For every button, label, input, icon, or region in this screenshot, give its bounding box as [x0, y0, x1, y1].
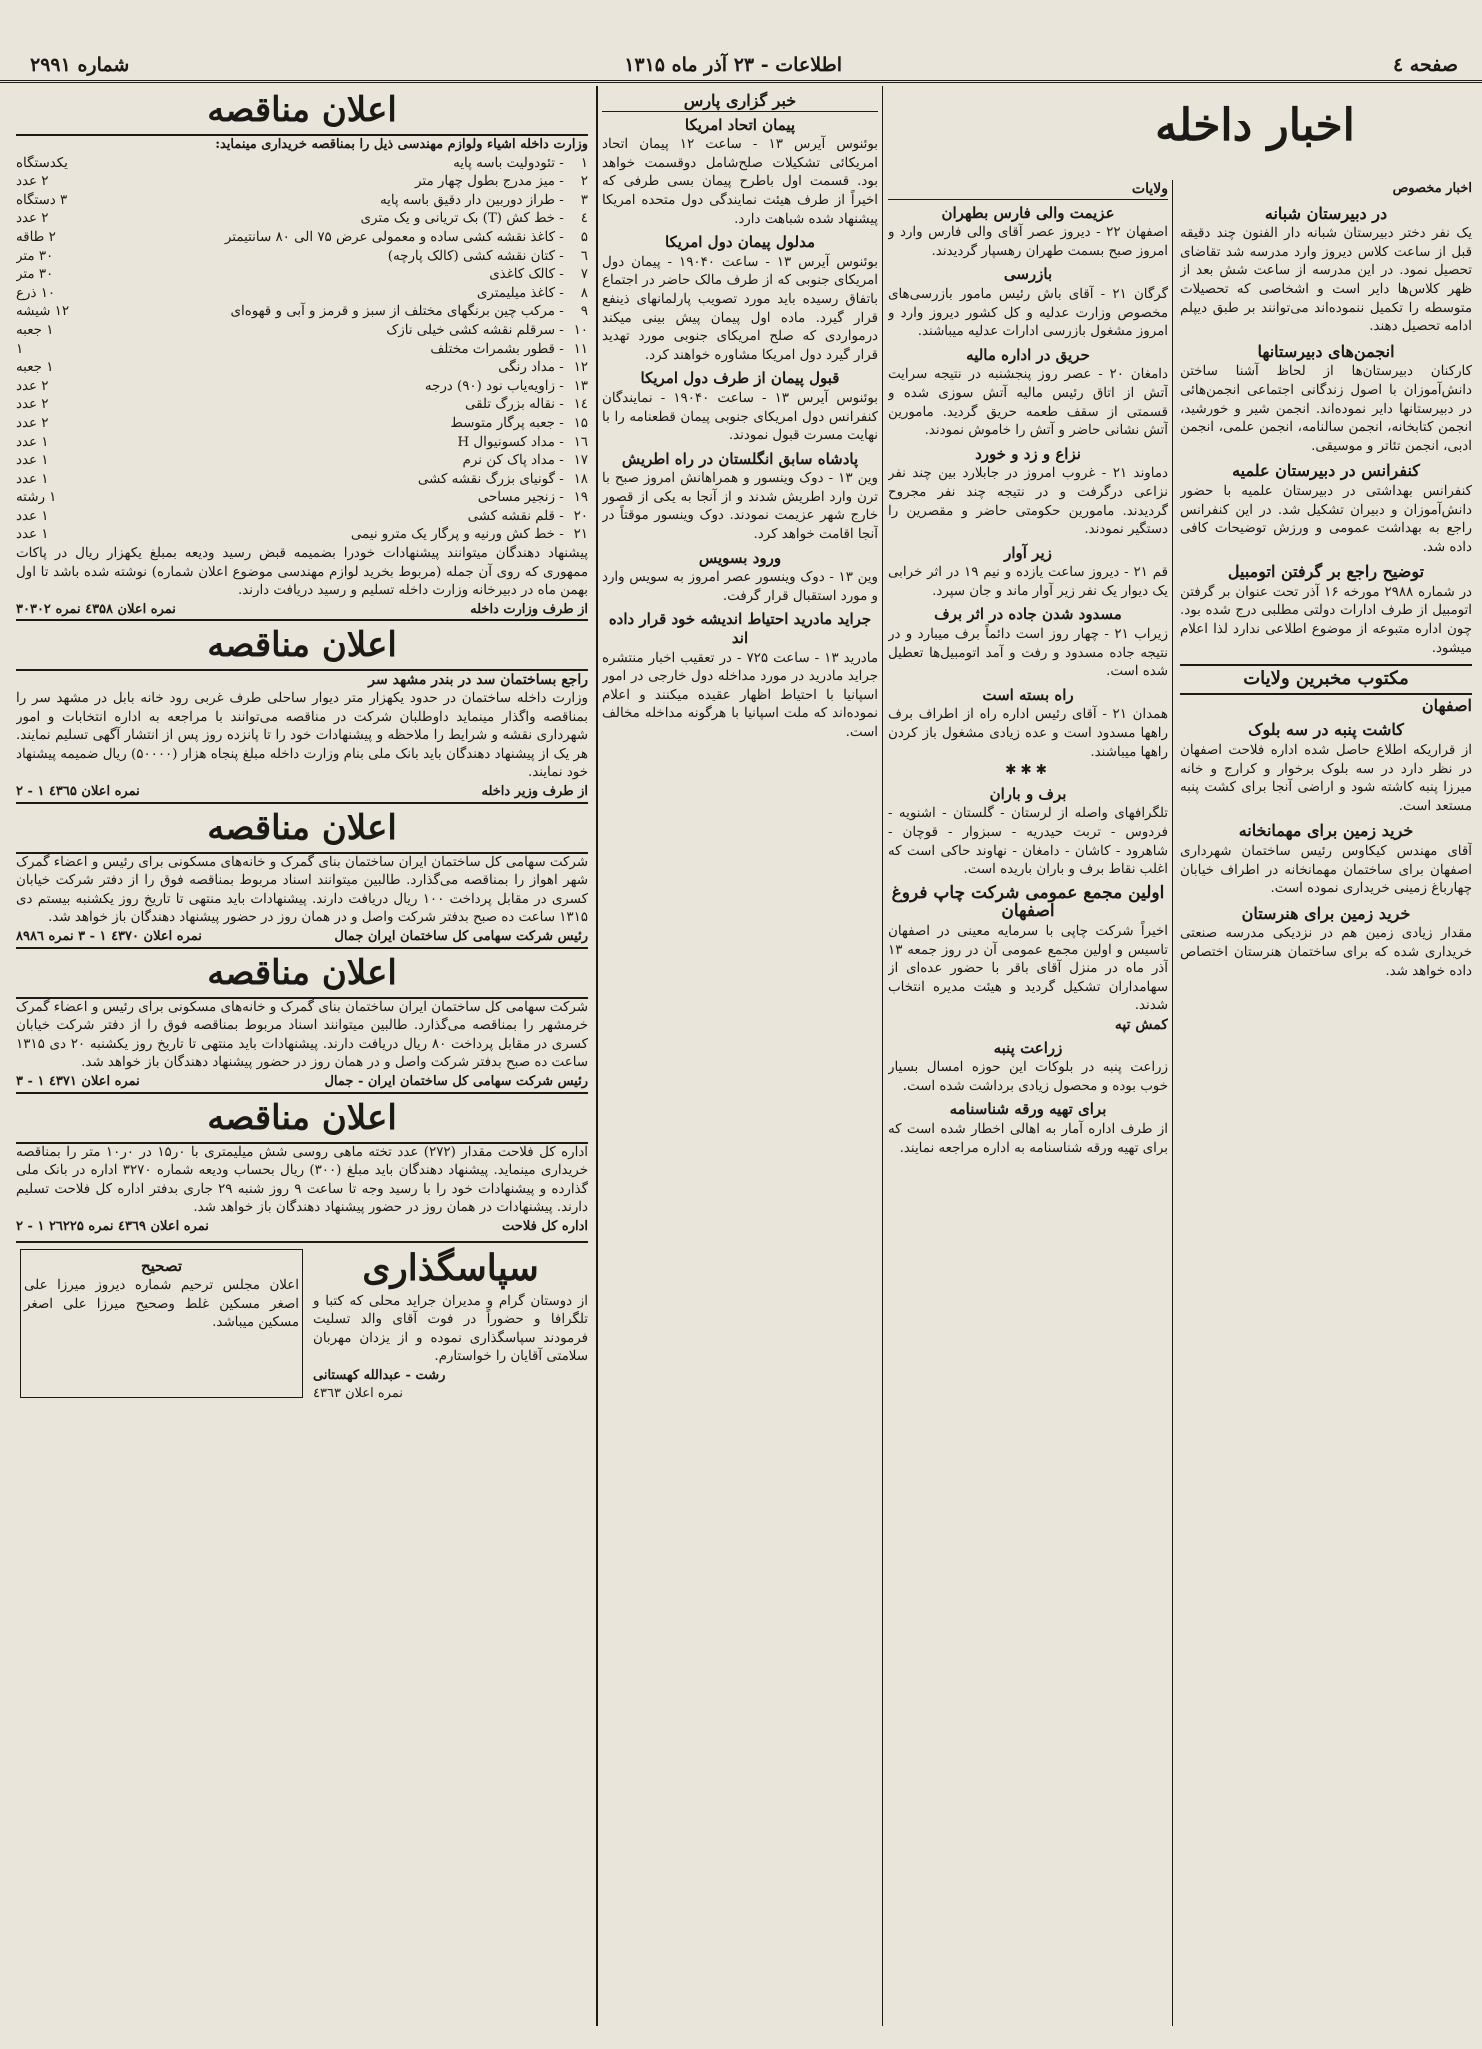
article-title: پیمان اتحاد امریکا — [684, 115, 796, 134]
article-title: خرید زمین برای مهمانخانه — [1238, 821, 1414, 841]
ad-item-row — [16, 266, 588, 285]
ad-item-qty: ۱ عدد — [16, 434, 49, 450]
article-title: زراعت پنبه — [993, 1038, 1063, 1057]
ad-item-number: ۱۰ — [573, 322, 588, 338]
correction-notice — [20, 1249, 303, 1399]
ad-item-number: ۱۱ — [573, 341, 588, 357]
ad-footer — [16, 928, 588, 947]
ad-item-qty: ۱۰ ذرع — [16, 285, 56, 301]
ad-item-row — [16, 322, 588, 341]
ad-item-row — [16, 210, 588, 229]
page-number: صفحه ٤ — [1392, 54, 1458, 76]
ad-item-qty: ۱ عدد — [16, 471, 49, 487]
ad-item-row — [16, 471, 588, 490]
ad-title: اعلان مناقصه — [16, 802, 588, 854]
ad-item-row — [16, 285, 588, 304]
ad-items-list — [16, 155, 588, 545]
footer-label: کمش تپه — [1114, 1016, 1168, 1033]
article-body: مادرید ۱۳ - ساعت ۷۲۵ - در تعقیب اخبار منتشره جراید مادرید در مورد مداخله دول خارجی در امور اسپانیا با احتیاط اظهار عقیده میکنند و اعلام نموده‌اند که ملت اسپانیا با هرگونه مداخله مخالف است. — [602, 650, 878, 740]
ad-item-qty: یکدستگاه — [16, 155, 68, 171]
ad-item-number: ۱٤ — [573, 397, 588, 413]
ad-item-name: کاغذ میلیمتری — [476, 285, 555, 301]
ad-item-text: ۸ - کاغذ میلیمتری — [477, 285, 588, 304]
ad-item-name: کالک کاغذی — [489, 267, 555, 283]
ad-item-number: ۱۵ — [573, 415, 588, 431]
article-title: مسدود شدن جاده در اثر برف — [934, 605, 1122, 624]
ad-item-name: تئودولیت باسه پایه — [453, 155, 555, 171]
ad-signature: از طرف وزیر داخله — [481, 784, 588, 799]
article-title: برف و باران — [989, 784, 1067, 803]
ad-item-number: ۸ — [580, 285, 588, 301]
section-heading: خبر گزاری پارس — [602, 92, 878, 112]
ad-signature: رئیس شرکت سهامی کل ساختمان ایران - جمال — [324, 1073, 588, 1089]
article-body: اخیراً شرکت چاپی با سرمایه معینی در اصفهان تاسیس و اولین مجمع عمومی آن در روز جمعه ۱۳ آذر ماه در منزل آقای باقر با حضور عده‌ای از سهامداران تشکیل گردید و هیئت مدیره انتخاب شدند. — [888, 923, 1168, 1014]
thanks-title: سپاسگذاری — [362, 1246, 539, 1289]
ad-item-text: ۵ - کاغذ نقشه کشی ساده و معمولی عرض ۷۵ الی ۸۰ سانتیمتر — [225, 229, 588, 248]
ad-item-qty: ۲ عدد — [16, 174, 49, 190]
article-body: بوئنوس آیرس ۱۳ - ساعت ۱۹۰۴۰ - پیمان دول امریکای جنوبی که از طرف مالک حاضر در اجتماع باتفاق رسیده باید مورد تصویب پارلمانهای ذینفع قرار گیرد. ماده اول پیمان پیش بینی میکند درمواردی که صلح امریکای جنوبی مورد تهدید قرار گیرد دول امریکا مشاوره خواهند کرد. — [602, 254, 878, 363]
ad-item-row — [16, 434, 588, 453]
article-title: کنفرانس در دبیرستان علمیه — [1232, 461, 1420, 481]
special-label: اخبار مخصوص — [1392, 181, 1472, 196]
ad-item-name: کاغذ نقشه کشی ساده و معمولی عرض ۷۵ الی ۸۰ سانتیمتر — [224, 229, 555, 245]
ad-item-name: جعبه پرگار متوسط — [450, 415, 555, 431]
ad-footer — [16, 601, 588, 620]
correction-body: اعلان مجلس ترحیم شماره دیروز میرزا علی اصغر مسکین غلط وصحیح میرزا علی اصغر مسکین میباشد. — [24, 1278, 299, 1331]
ad-signature: اداره کل فلاحت — [502, 1218, 588, 1234]
ad-item-qty: ۳۰ متر — [16, 267, 54, 283]
article-title: ورود بسویس — [698, 548, 782, 567]
ad-item-row — [16, 229, 588, 248]
ad-item-qty: ۲ عدد — [16, 397, 49, 413]
article-body: گرگان ۲۱ - آقای باش رئیس مامور بازرسی‌های مخصوص وزارت عدلیه و کل کشور دیروز وارد و امروز مشغول بازرسی ادارات عدلیه میباشند. — [888, 286, 1168, 340]
article-body: تلگرافهای واصله از لرستان - گلستان - اشنویه - فردوس - تربت حیدریه - سبزوار - قوچان - شاهرود - کاشان - دامغان - نهاوند حاکی است که اغلب نقاط برف و باران باریده است. — [888, 806, 1168, 878]
ad-signature: رئیس شرکت سهامی کل ساختمان ایران جمال — [334, 928, 588, 944]
ad-item-text: ۱۷ - مداد پاک کن نرم — [463, 452, 588, 471]
article-body: اصفهان ۲۲ - دیروز عصر آقای والی فارس وارد و امروز صبح بسمت طهران رهسپار گردیدند. — [888, 225, 1168, 259]
thanks-number: نمره اعلان ٤۳٦۳ — [313, 1386, 403, 1402]
ad-title: اعلان مناقصه — [16, 1092, 588, 1144]
correction-title: تصحیح — [140, 1256, 183, 1275]
ad-item-number: ۲۱ — [573, 527, 588, 543]
article-body: بوئنوس آیرس ۱۳ - ساعت ۱۲ پیمان اتحاد امریکائی تشکیلات صلح‌شامل دوقسمت خواهد بود. قسمت اول باطرح پیمان بسی طرفی که اخیراً از طرف هیئت نمایندگی دول متحده امریکا پیشنهاد شده شباهت دارد. — [602, 137, 878, 227]
article-body: قم ۲۱ - دیروز ساعت یازده و نیم ۱۹ در اثر خرابی یک دیوار یک نفر زیر آوار ماند و جان سپرد. — [888, 565, 1168, 599]
ad-item-number: ۱۳ — [573, 378, 588, 394]
domestic-news-column — [1180, 180, 1472, 2026]
ad-item-qty: ۱ عدد — [16, 508, 49, 524]
ad-item-qty: ۳۰ متر — [16, 248, 54, 264]
ad-item-row — [16, 508, 588, 527]
ad-item-row — [16, 155, 588, 174]
ad-body: شرکت سهامی کل ساختمان ایران ساختمان بنای گمرک و خانه‌های مسکونی برای رئیس و اعضاء گمرک خرمشهر را بمناقصه می‌گذارد. طالبین میتوانند اسناد مربوط بمناقصه فوق را از دفتر شرکت خیابان کسری در مقابل پرداخت ۸۰ ریال دریافت دارند. پیشنهادات باید منتهی تا تاریخ روز یکشنبه ۲۰ دی ۱۳۱۵ ساعت ده صبح بدفتر شرکت واصل و در همان روز در حضور پیشنهاد دهندگان باز خواهد شد. — [16, 999, 588, 1071]
article-body: در شماره ۲۹۸۸ مورخه ۱۶ آذر تحت عنوان بر گرفتن اتومبیل از طرف ادارات دولتی مطلبی درج شده بود. چون اداره متبوعه از موضوع اطلاعی ندارد لذا اعلام میشود. — [1180, 584, 1472, 656]
article-title: برای تهیه ورقه شناسنامه — [949, 1100, 1107, 1119]
ad-item-text: ۱۸ - گونیای بزرگ نقشه کشی — [418, 471, 588, 490]
article-body: کنفرانس بهداشتی در دبیرستان علمیه با حضور دانش‌آموزان و دبیران تشکیل شد. در این کنفرانس راجع به بهداشت عمومی و ورزش توضیحات کافی داده شد. — [1180, 483, 1472, 555]
ad-footer — [16, 1218, 588, 1237]
ads-column — [16, 86, 588, 2026]
ad-item-text: ۱۵ - جعبه پرگار متوسط — [450, 415, 588, 434]
ad-subtitle: راجع بساختمان سد در بندر مشهد سر — [368, 672, 588, 689]
ad-item-name: زاویه‌یاب نود (۹۰) درجه — [424, 378, 555, 394]
ad-item-number: ۵ — [580, 229, 588, 245]
ad-item-qty: ۱ جعبه — [16, 360, 54, 376]
ad-item-row — [16, 526, 588, 545]
ad-item-row — [16, 303, 588, 322]
article-body: همدان ۲۱ - آقای رئیس اداره راه از اطراف برف راهها مسدود است و عده زیادی مشغول باز کردن راهها میباشند. — [888, 707, 1168, 760]
ad-body: وزارت داخله ساختمان در حدود یکهزار متر دیوار ساحلی طرف غربی رود خانه بابل در مشهد سر را بمناقصه واگذار مینماید داوطلبان شرکت در مناقصه می‌توانند با مراجعه به اداره انتخابات و امور شهرداری نقشه و شرایط را ملاحظه و پیشنهادات خود را تا پانزده روز پس از انتشار آگهی تسلیم نمایند. هر یک از پیشنهاد دهندگان باید بانک ملی بنام وزارت داخله مبلغ پنجاه هزار (۵۰۰۰۰) ریال ضمیمه پیشنهاد خود نمایند. — [16, 691, 588, 781]
article-body: آقای مهندس کیکاوس رئیس ساختمان شهرداری اصفهان برای ساختمان مهمانخانه در اطراف خیابان چهارباغ زمینی خریداری نموده است. — [1180, 844, 1472, 897]
ad-item-text: ۱ - تئودولیت باسه پایه — [453, 155, 588, 174]
ad-item-name: مداد رنگی — [498, 360, 555, 376]
ad-item-text: ۱۱ - قطور بشمرات مختلف — [430, 341, 588, 360]
ad-item-qty: ۱ جعبه — [16, 322, 54, 338]
ad-item-qty: ۱۲ شیشه — [16, 304, 70, 320]
section-heading: مکتوب مخبرین ولایات — [1180, 664, 1472, 695]
article-body: دماوند ۲۱ - غروب امروز در جابلارد بین چند نفر نزاعی درگرفت و در نتیجه چند نفر مجروح گردیدند. مامورین حکومتی حاضر و مقصرین را دستگیر نمودند. — [888, 466, 1168, 538]
ad-item-row — [16, 378, 588, 397]
ad-body: شرکت سهامی کل ساختمان ایران ساختمان بنای گمرک و خانه‌های مسکونی برای رئیس و اعضاء گمرک شهر اهواز را بمناقصه می‌گذارد. طالبین میتوانند اسناد مربوط بمناقصه فوق را از دفتر شرکت خیابان کسری در مقابل پرداخت ۱۰۰ ریال دریافت دارند. پیشنهادات باید منتهی تا تاریخ روز یکشنبه بیستم دی ۱۳۱۵ ساعت ده صبح بدفتر شرکت واصل و در همان روز در حضور پیشنهاد دهندگان باز خواهد شد. — [16, 854, 588, 926]
article-title: حریق در اداره مالیه — [966, 345, 1090, 364]
ad-item-text: ۱٦ - مداد کسونیوال H — [457, 434, 588, 453]
article-title: جراید مادرید احتیاط اندیشه خود قرار داده اند — [608, 610, 872, 648]
ad-title: اعلان مناقصه — [16, 947, 588, 999]
ad-item-name: سرقلم نقشه کشی خیلی نازک — [386, 322, 555, 338]
ad-item-row — [16, 173, 588, 192]
ad-item-qty: ۲ عدد — [16, 211, 49, 227]
ad-item-number: ۷ — [580, 267, 588, 283]
article-title: بازرسی — [1003, 265, 1053, 284]
ad-item-name: خط کش ورنیه و پرگار یک مترو نیمی — [350, 527, 555, 543]
thanks-signature: رشت - عبدالله کهستانی — [313, 1367, 446, 1383]
ad-item-number: ۲ — [580, 174, 588, 190]
ad-item-name: نقاله بزرگ تلقی — [464, 397, 555, 413]
article-body: وین ۱۳ - دوک وینسور عصر امروز به سویس وارد و مورد استقبال قرار گرفت. — [602, 570, 878, 604]
ad-signature: از طرف وزارت داخله — [470, 601, 588, 617]
ad-item-number: ٦ — [580, 248, 588, 264]
ad-item-number: ۱۹ — [573, 490, 588, 506]
ad-item-number: ۱۸ — [573, 471, 588, 487]
ad-number: نمره اعلان ٤۳۷۱ ۱ - ۳ — [16, 1073, 140, 1089]
ad-item-name: قطور بشمرات مختلف — [430, 341, 555, 357]
ad-footer — [16, 1073, 588, 1092]
ad-item-row — [16, 396, 588, 415]
ad-title: اعلان مناقصه — [16, 86, 588, 136]
ad-item-qty: ۲ طاقه — [16, 229, 56, 245]
page-header — [0, 50, 1482, 83]
ad-item-text: ۲۱ - خط کش ورنیه و پرگار یک مترو نیمی — [351, 526, 588, 545]
ad-intro: وزارت داخله اشیاء ولوازم مهندسی ذیل را بمناقصه خریداری مینماید: — [215, 137, 588, 152]
city-heading: اصفهان — [1421, 695, 1472, 715]
world-news-column — [602, 86, 878, 2026]
ad-item-name: مداد پاک کن نرم — [462, 453, 555, 469]
article-body: مقدار زیادی زمین هم در نزدیکی مدرسه صنعتی خریداری شده که برای ساختمان هنرستان اختصاص داده خواهد شد. — [1180, 926, 1472, 979]
column-rule — [882, 86, 883, 2026]
ad-number: نمره اعلان ٤۳٦۹ نمره ۲٦۲۲۵ ۱ - ۲ — [16, 1218, 209, 1234]
ad-item-name: مرکب چین برنگهای مختلف از سبز و قرمز و آبی و قهوه‌ای — [230, 304, 555, 320]
article-title: عزیمت والی فارس بطهران — [941, 203, 1115, 222]
article-body: دامغان ۲۰ - عصر روز پنجشنبه در نتیجه سرایت آتش از اتاق رئیس مالیه آتش سوزی شده و قسمتی از سقف طعمه حریق گردید. مامورین آتش نشانی حاضر و آتش را خاموش نمودند. — [888, 367, 1168, 439]
article-body: کارکنان دبیرستان‌ها از لحاظ آشنا ساختن دانش‌آموزان با اصول زندگانی اجتماعی انجمن‌هائی در دبیرستانها دایر نموده‌اند. انجمن شیر و خورشید، انجمن کتابخانه، انجمن سالنامه، انجمن علمی، انجمن ادبی، انجمن تئاتر و موسیقی. — [1180, 364, 1472, 454]
ad-item-qty: ۱ عدد — [16, 453, 49, 469]
issue-number: شماره ۲۹۹۱ — [30, 54, 130, 76]
column-rule — [596, 86, 598, 2026]
ad-item-row — [16, 192, 588, 211]
provinces-label: ولایات — [888, 180, 1168, 200]
article-title: پادشاه سابق انگلستان در راه اطریش — [621, 449, 859, 468]
bottom-notices — [16, 1241, 588, 1405]
masthead-domestic: اخبار داخله — [1155, 100, 1355, 151]
star-divider: ✱✱✱ — [1005, 763, 1051, 779]
ad-item-name: طراز دوربین دار دقیق باسه پایه — [379, 192, 555, 208]
article-body: یک نفر دختر دبیرستان شبانه دار الفنون چند دقیقه قبل از ساعت کلاس دیروز وارد مدرسه شد تقاضای تحصیل نمود. در این مدرسه از ساعت شش بعد از ظهر کلاس‌ها دایر است و اشخاصی که تحصیلات متوسطه را تکمیل ننموده‌اند می‌توانند بر طبق دیپلم ادامه تحصیل دهند. — [1180, 226, 1472, 335]
ad-item-number: ۱۷ — [573, 453, 588, 469]
ad-title: اعلان مناقصه — [16, 619, 588, 671]
article-title: زیر آوار — [1004, 543, 1052, 562]
ad-item-text: ۲۰ - قلم نقشه کشی — [468, 508, 588, 527]
ad-item-number: ۱ — [580, 155, 588, 171]
ad-number: نمره اعلان ٤۳۵۸ نمره ۳۰۳۰۲ — [16, 601, 176, 617]
ad-number: نمره اعلان ٤۳٦۵ ۱ - ۲ — [16, 784, 140, 799]
article-title: کاشت پنبه در سه بلوک — [1248, 720, 1404, 740]
article-title: نزاع و زد و خورد — [975, 444, 1081, 463]
ad-item-name: زنجیر مساحی — [477, 490, 555, 506]
ad-item-text: ۹ - مرکب چین برنگهای مختلف از سبز و قرمز و آبی و قهوه‌ای — [231, 303, 589, 322]
ad-item-row — [16, 248, 588, 267]
ad-number: نمره اعلان ٤۳۷۰ ۱ - ۳ نمره ۸۹۸٦ — [16, 928, 202, 944]
ad-item-row — [16, 415, 588, 434]
ad-item-number: ۱٦ — [573, 434, 588, 450]
ad-item-row — [16, 341, 588, 360]
paper-title-date: اطلاعات - ۲۳ آذر ماه ۱۳۱۵ — [624, 54, 842, 76]
ad-item-text: ۱۹ - زنجیر مساحی — [478, 489, 588, 508]
ad-item-text: ٤ - خط کش (T) بک تریانی و یک متری — [361, 210, 588, 229]
ad-item-qty: ۱ رشته — [16, 490, 57, 506]
ad-item-row — [16, 359, 588, 378]
ad-item-text: ۳ - طراز دوربین دار دقیق باسه پایه — [380, 192, 588, 211]
ad-item-qty: ۲ عدد — [16, 378, 49, 394]
article-body: وین ۱۳ - دوک وینسور و همراهانش امروز صبح با ترن وارد اطریش شدند و از آنجا به یکی از قصور خارج شهر عزیمت نمودند. دوک وینسور موقتاً در آنجا اقامت خواهد کرد. — [602, 471, 878, 543]
article-body: بوئنوس آیرس ۱۳ - ساعت ۱۹۰۴۰ - نمایندگان کنفرانس دول امریکای جنوبی پیمان قطعنامه را با نهایت مسرت قبول نمودند. — [602, 390, 878, 444]
ad-item-row — [16, 452, 588, 471]
ad-item-name: گونیای بزرگ نقشه کشی — [417, 471, 555, 487]
masthead-box — [1040, 86, 1470, 186]
article-title: در دبیرستان شبانه — [1264, 203, 1388, 223]
ad-item-text: ۲ - میز مدرج بطول چهار متر — [415, 173, 588, 192]
column-rule — [1172, 180, 1173, 2026]
ad-item-number: ۱۲ — [573, 360, 588, 376]
article-title: انجمن‌های دبیرستانها — [1257, 341, 1395, 361]
ad-item-qty: ۳ دستگاه — [16, 192, 68, 208]
article-body: از طرف اداره آمار به اهالی اخطار شده است که برای تهیه ورقه شناسنامه به اداره مراجعه نمایند. — [888, 1121, 1168, 1156]
ad-item-row — [16, 489, 588, 508]
article-title: اولین مجمع عمومی شرکت چاپ فروغ اصفهان — [891, 882, 1165, 922]
thanks-body: از دوستان گرام و مدیران جراید محلی که کتبا و تلگرافا و حضوراً در فوت آقای والد تسلیت فرمودند سپاسگذاری نموده و از یزدان مهربان سلامتی آقایان را خواستارم. — [313, 1293, 588, 1365]
ad-item-name: مداد کسونیوال H — [457, 434, 555, 450]
article-title: مدلول پیمان دول امریکا — [664, 233, 816, 252]
ad-item-number: ٤ — [580, 211, 588, 227]
article-body: زیراب ۲۱ - چهار روز است دائماً برف میبارد و در نتیجه جاده مسدود و رفت و آمد اتومبیل‌ها تعطیل شده است. — [888, 627, 1168, 680]
ad-item-text: ۱٤ - نقاله بزرگ تلقی — [465, 396, 588, 415]
article-title: خرید زمین برای هنرستان — [1241, 903, 1411, 923]
ad-item-qty: ۱ — [16, 341, 24, 357]
article-title: راه بسته است — [982, 685, 1074, 704]
ad-body: پیشنهاد دهندگان میتوانند پیشنهادات خودرا بضمیمه قبض رسید ودیعه بمبلغ یکهزار ریال در پاکات ممهوری که روی آن جمله (مربوط بخرید لوازم مهندسی موضوع اعلان شماره) نوشته شده باشد تا اول بهمن ماه در دبیرخانه وزارت داخله تسلیم و رسید دریافت دارند. — [16, 546, 588, 599]
article-title: قبول پیمان از طرف دول امریکا — [640, 369, 840, 388]
ad-item-name: کتان نقشه کشی (کالک پارچه) — [387, 248, 555, 264]
ad-item-text: ۱۰ - سرقلم نقشه کشی خیلی نازک — [386, 322, 588, 341]
ad-item-name: میز مدرج بطول چهار متر — [415, 174, 555, 190]
ad-item-number: ۳ — [580, 192, 588, 208]
ad-item-number: ۲۰ — [573, 508, 588, 524]
article-body: زراعت پنبه در بلوکات این حوزه امسال بسیار خوب بوده و محصول زیادی برداشت شده است. — [888, 1060, 1168, 1094]
article-title: توضیح راجع بر گرفتن اتومبیل — [1227, 562, 1425, 582]
ad-body: اداره کل فلاحت مقدار (۲۷۲) عدد تخته ماهی روسی شش میلیمتری با ۰ر۱۵ در ۰ر۱۰ متر را بمناقصه خریداری مینماید. پیشنهاد دهندگان باید مبلغ (۳۰۰) ریال بحساب ودیعه شماره ۳۲۷۰ اداره در بانک ملی گذارده و پیشنهادات خود را با رسید وجه تا ساعت ۹ روز شنبه ۲۹ جاری بدفتر اداره کل فلاحت تسلیم دارند. پیشنهادات در همان روز در حضور پیشنهاد دهندگان باز خواهد شد. — [16, 1144, 588, 1216]
ad-item-qty: ۲ عدد — [16, 415, 49, 431]
ad-item-name: خط کش (T) بک تریانی و یک متری — [360, 211, 555, 227]
ad-item-qty: ۱ عدد — [16, 527, 49, 543]
ad-item-name: قلم نقشه کشی — [467, 508, 555, 524]
thanks-notice — [313, 1243, 588, 1405]
article-body: از قراریکه اطلاع حاصل شده اداره فلاحت اصفهان در نظر دارد در سه بلوک برخوار و کرارج و خانه میرزا پنبه کاشته شود و اراضی آنجا برای کشت پنبه مستعد است. — [1180, 743, 1472, 814]
ad-item-text: ۱۲ - مداد رنگی — [498, 359, 588, 378]
ad-item-text: ٦ - کتان نقشه کشی (کالک پارچه) — [388, 248, 588, 267]
ad-item-text: ۷ - کالک کاغذی — [489, 266, 588, 285]
ad-item-number: ۹ — [580, 304, 588, 320]
provinces-column — [888, 180, 1168, 2026]
ad-item-text: ۱۳ - زاویه‌یاب نود (۹۰) درجه — [425, 378, 588, 397]
ad-footer — [16, 783, 588, 802]
